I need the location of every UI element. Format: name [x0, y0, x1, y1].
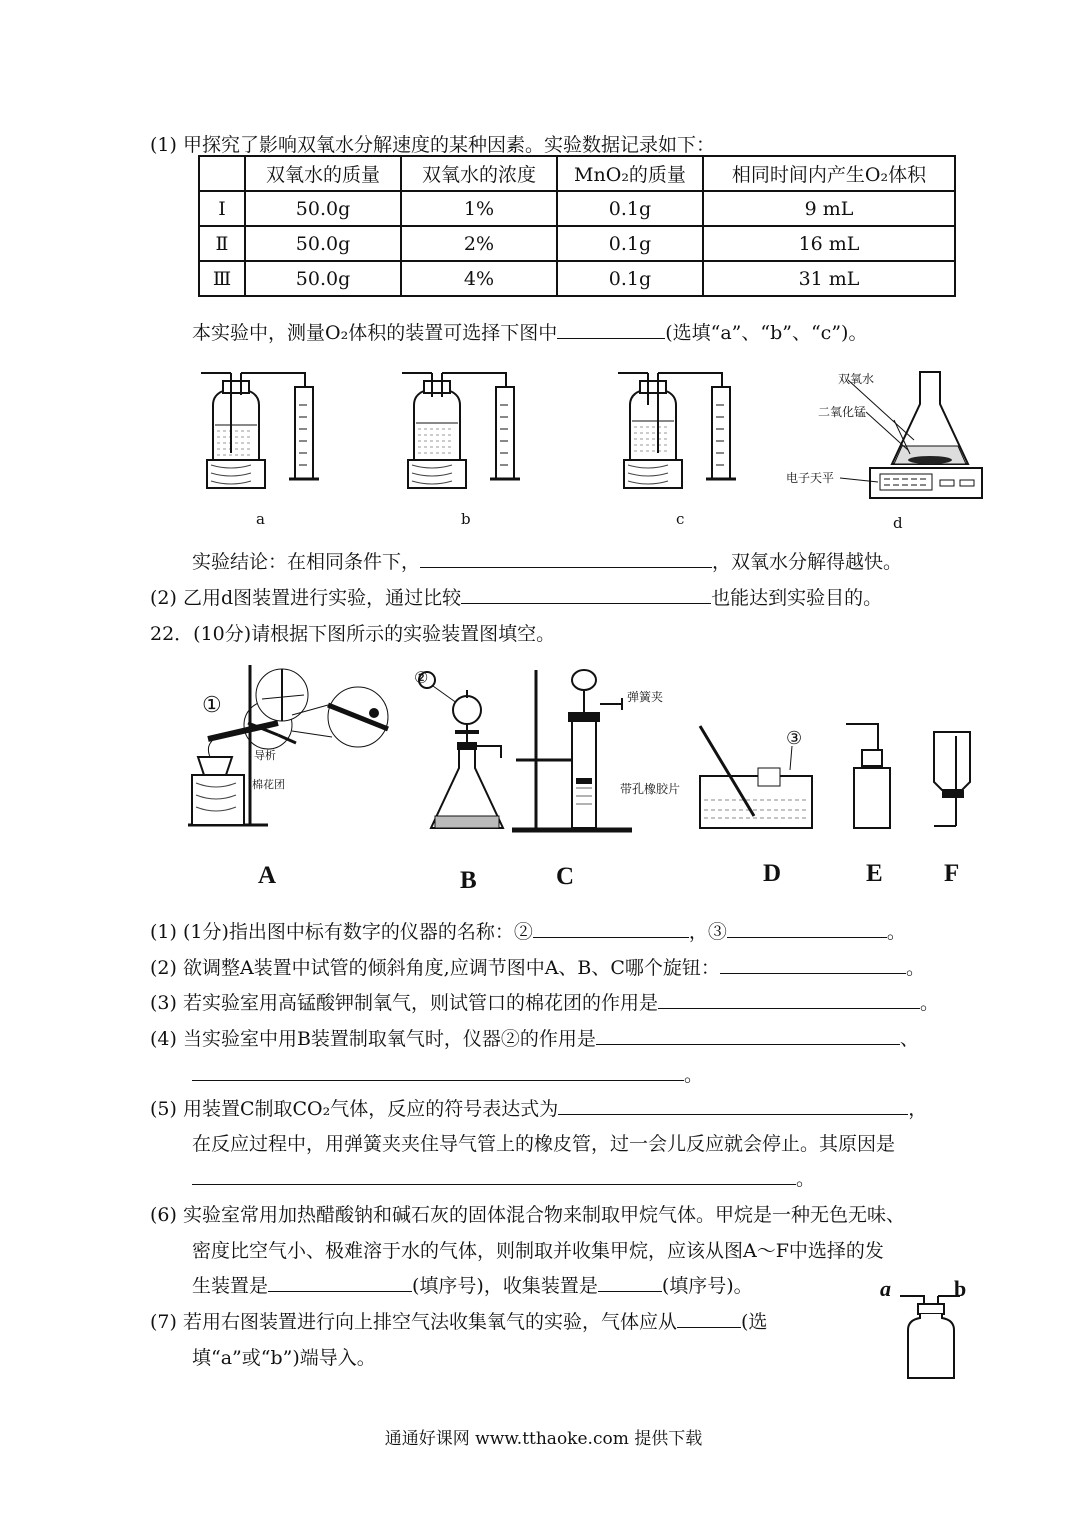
marker-1: ① [202, 693, 222, 718]
q22-title: 22．(10分)请根据下图所示的实验装置图填空。 [150, 623, 556, 645]
table-row [199, 261, 955, 296]
conclusion-suffix: ，双氧水分解得越快。 [712, 551, 903, 573]
label-tube: 导析 [254, 749, 276, 762]
table-header: MnO₂的质量 [557, 156, 703, 191]
apparatus-b-figure [396, 365, 526, 495]
q22-item-6-line2: 密度比空气小、极难溶于水的气体，则制取并收集甲烷，应该从图A～F中选择的发 [192, 1240, 884, 1262]
fig-label-c: c [676, 510, 685, 528]
table-cell: 16 mL [703, 226, 955, 261]
label-cotton: 棉花团 [252, 778, 285, 791]
apparatus-F-figure [928, 728, 978, 836]
apparatus-C-figure [508, 668, 638, 838]
table-cell: 9 mL [703, 191, 955, 226]
table-cell: 2% [401, 226, 557, 261]
measure-prefix: 本实验中，测量O₂体积的装置可选择下图中 [192, 322, 558, 344]
answer-blank[interactable] [461, 585, 711, 604]
item-3-end: 。 [919, 992, 939, 1014]
table-cell: 50.0g [245, 191, 401, 226]
item-5-end: ， [908, 1098, 928, 1120]
table-row [199, 191, 955, 226]
answer-blank[interactable] [268, 1273, 412, 1292]
table-cell: 0.1g [557, 191, 703, 226]
gas-bottle-figure [896, 1290, 966, 1382]
table-cell: 1% [401, 191, 557, 226]
apparatus-A-figure [188, 665, 428, 833]
table-cell: 0.1g [557, 261, 703, 296]
table-cell: 50.0g [245, 261, 401, 296]
label-spring-clip: 弹簧夹 [627, 690, 664, 704]
label-mno2: 二氧化锰 [818, 405, 867, 419]
table-header: 双氧水的质量 [245, 156, 401, 191]
q22-item-3 [150, 988, 939, 1015]
apparatus-a-figure [195, 365, 325, 495]
table-cell: Ⅲ [199, 261, 245, 296]
item-5-text: (5) 用装置C制取CO₂气体，反应的符号表达式为 [150, 1098, 559, 1120]
item-4-end: 、 [899, 1028, 919, 1050]
q22-item-5 [150, 1094, 927, 1121]
answer-blank[interactable] [558, 1096, 908, 1115]
q22-item-5-line2: 在反应过程中，用弹簧夹夹住导气管上的橡皮管，过一会儿反应就会停止。其原因是 [192, 1133, 896, 1155]
marker-2: ② [414, 668, 429, 687]
apparatus-label-E: E [866, 860, 883, 887]
answer-blank[interactable] [677, 1309, 741, 1328]
apparatus-B-figure [415, 668, 515, 838]
apparatus-c-figure [612, 365, 747, 495]
answer-blank[interactable] [192, 1166, 796, 1185]
table-header: 相同时间内产生O₂体积 [703, 156, 955, 191]
label-balance: 电子天平 [786, 471, 835, 485]
footer: 通通好课网 www.tthaoke.com 提供下载 [384, 1429, 703, 1449]
item-5-line3-end: 。 [796, 1168, 816, 1190]
item-1-sep: ，③ [688, 921, 727, 943]
answer-blank[interactable] [533, 919, 689, 938]
fig-label-a: a [256, 510, 265, 528]
q22-item-7-line2: 填“a”或“b”)端导入。 [192, 1347, 376, 1369]
data-table [198, 155, 956, 297]
answer-blank[interactable] [598, 1273, 662, 1292]
answer-blank[interactable] [720, 955, 906, 974]
answer-blank[interactable] [658, 990, 920, 1009]
answer-blank[interactable] [557, 320, 665, 339]
apparatus-label-B: B [460, 867, 477, 894]
table-cell: 0.1g [557, 226, 703, 261]
q22-item-4 [150, 1024, 919, 1051]
bottle-label-a: a [880, 1276, 891, 1301]
measure-suffix: (选填“a”、“b”、“c”)。 [665, 322, 868, 344]
table-cell: Ⅱ [199, 226, 245, 261]
table-row [199, 226, 955, 261]
label-rubber-plate: 带孔橡胶片 [620, 782, 681, 796]
q22-item-1 [150, 917, 906, 944]
bottle-label-b: b [954, 1276, 967, 1301]
item-2-end: 。 [905, 957, 925, 979]
fig-label-b: b [461, 510, 471, 528]
table-cell: Ⅰ [199, 191, 245, 226]
q22-item-4-line2 [192, 1060, 703, 1087]
table-cell: 31 mL [703, 261, 955, 296]
q22-item-6-line3 [192, 1271, 753, 1298]
item-4-line2-end: 。 [684, 1064, 704, 1086]
answer-blank[interactable] [192, 1062, 684, 1081]
answer-blank[interactable] [727, 919, 887, 938]
apparatus-D-figure [694, 720, 824, 832]
item-2-text: (2) 欲调整A装置中试管的倾斜角度,应调节图中A、B、C哪个旋钮： [150, 957, 720, 979]
apparatus-label-F: F [944, 860, 960, 887]
q22-item-6-line1: (6) 实验室常用加热醋酸钠和碱石灰的固体混合物来制取甲烷气体。甲烷是一种无色无味、 [150, 1204, 905, 1226]
conclusion-prefix: 实验结论：在相同条件下， [192, 551, 421, 573]
answer-blank[interactable] [596, 1026, 900, 1045]
measure-question [192, 318, 867, 345]
q1-part2 [150, 583, 882, 610]
answer-blank[interactable] [420, 549, 712, 568]
q22-item-2 [150, 953, 925, 980]
fig-label-d: d [893, 514, 903, 532]
apparatus-label-C: C [556, 863, 575, 890]
item-6-part2: (填序号)，收集装置是 [412, 1275, 598, 1297]
apparatus-E-figure [840, 718, 900, 833]
apparatus-label-A: A [258, 862, 277, 889]
item-7-end: (选 [740, 1311, 768, 1333]
item-3-text: (3) 若实验室用高锰酸钾制氧气，则试管口的棉花团的作用是 [150, 992, 658, 1014]
apparatus-label-D: D [763, 860, 782, 887]
conclusion-line [192, 547, 902, 574]
table-header: 双氧水的浓度 [401, 156, 557, 191]
q1-intro: (1) 甲探究了影响双氧水分解速度的某种因素。实验数据记录如下： [150, 134, 715, 156]
table-cell: 4% [401, 261, 557, 296]
marker-3: ③ [786, 728, 803, 749]
q1-part2-prefix: (2) 乙用d图装置进行实验，通过比较 [150, 587, 462, 609]
q1-part2-suffix: 也能达到实验目的。 [711, 587, 883, 609]
item-7-text: (7) 若用右图装置进行向上排空气法收集氧气的实验，气体应从 [150, 1311, 677, 1333]
table-cell: 50.0g [245, 226, 401, 261]
item-4-text: (4) 当实验室中用B装置制取氧气时，仪器②的作用是 [150, 1028, 596, 1050]
item-1-end: 。 [886, 921, 906, 943]
item-6-part3: (填序号)。 [661, 1275, 753, 1297]
q22-item-5-line3 [192, 1164, 815, 1191]
item-1-text: (1) (1分)指出图中标有数字的仪器的名称：② [150, 921, 533, 943]
item-6-part1: 生装置是 [192, 1275, 269, 1297]
q22-item-7-line1 [150, 1307, 767, 1334]
table-header [199, 156, 245, 191]
label-h2o2: 双氧水 [838, 372, 875, 386]
table-header-row [199, 156, 955, 191]
